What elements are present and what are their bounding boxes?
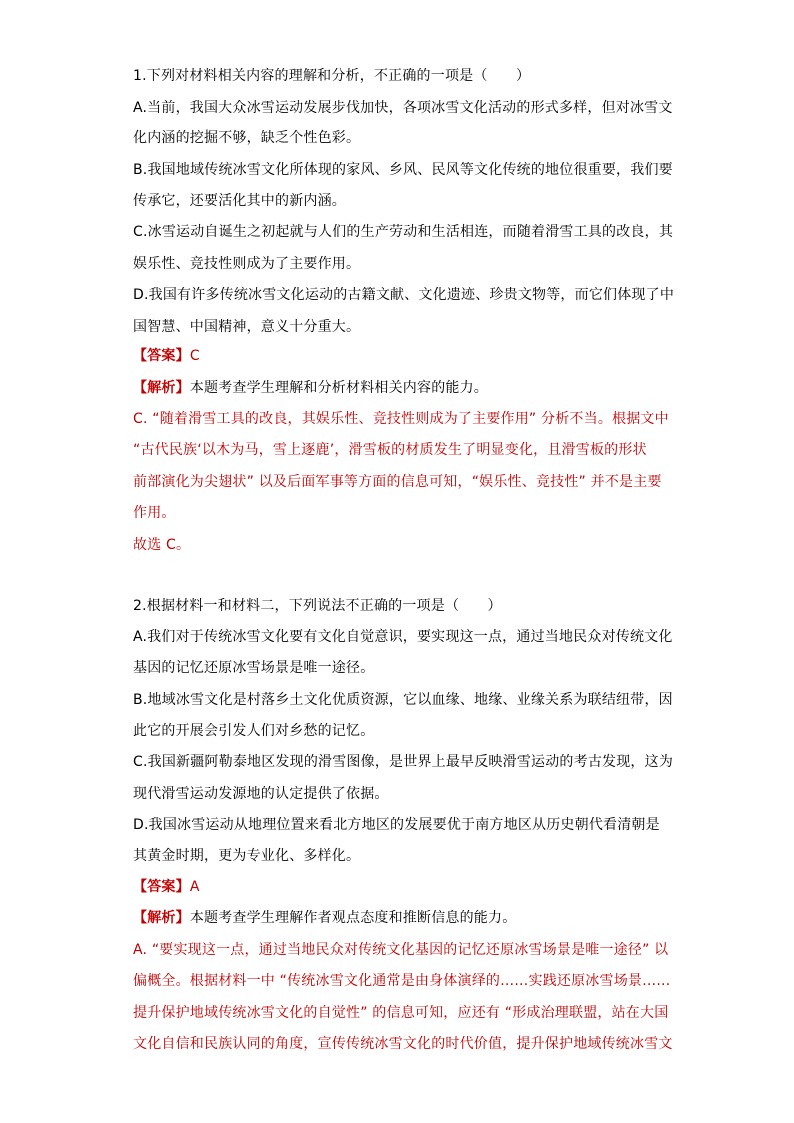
q1-analysis-line3: 前部演化为尖翅状” 以及后面军事等方面的信息可知，“娱乐性、竞技性” 并不是主要 [133, 474, 662, 490]
q1-option-b-line1: B.我国地域传统冰雪文化所体现的家风、乡风、民风等文化传统的地位很重要，我们要 [133, 162, 673, 178]
q1-analysis [133, 378, 663, 398]
q1-option-d-line2: 国智慧、中国精神，意义十分重大。 [133, 319, 361, 335]
q2-option-b-line2: 此它的开展会引发人们对乡愁的记忆。 [133, 723, 375, 739]
q2-analysis-line1: A. “要实现这一点，通过当地民众对传统文化基因的记忆还原冰雪场景是唯一途径” 以 [133, 942, 669, 958]
q1-analysis-line1: C. “随着滑雪工具的改良，其娱乐性、竞技性则成为了主要作用” 分析不当。根据文中 [133, 411, 669, 427]
analysis-label: 【解析】 [133, 910, 190, 926]
q2-option-b-line1: B.地域冰雪文化是村落乡土文化优质资源，它以血缘、地缘、业缘关系为联结纽带，因 [133, 692, 673, 708]
q1-option-a-line1: A.当前，我国大众冰雪运动发展步伐加快，各项冰雪文化活动的形式多样，但对冰雪文 [133, 100, 673, 116]
analysis-label: 【解析】 [133, 380, 190, 396]
q1-option-d-line1: D.我国有许多传统冰雪文化运动的古籍文献、文化遗迹、珍贵文物等，而它们体现了中 [133, 287, 675, 303]
q1-analysis-line2: “古代民族‘以木为马，雪上逐鹿’，滑雪板的材质发生了明显变化，且滑雪板的形状 [133, 442, 647, 458]
q1-option-b-line2: 传承它，还要活化其中的新内涵。 [133, 193, 346, 209]
q1-conclusion: 故选 C。 [133, 537, 191, 553]
question-1-stem: 1.下列对材料相关内容的理解和分析，不正确的一项是（ ） [133, 68, 531, 84]
q2-option-d-line2: 其黄金时期，更为专业化、多样化。 [133, 848, 361, 864]
q2-option-d-line1: D.我国冰雪运动从地理位置来看北方地区的发展要优于南方地区从历史朝代看清朝是 [133, 817, 660, 833]
q2-answer [133, 877, 663, 897]
q2-option-c-line2: 现代滑雪运动发源地的认定提供了依据。 [133, 786, 389, 802]
q2-analysis-line4: 文化自信和民族认同的角度，宣传传统冰雪文化的时代价值，提升保护地域传统冰雪文 [133, 1036, 673, 1052]
q2-analysis-line3: 提升保护地域传统冰雪文化的自觉性” 的信息可知，应还有 “形成治理联盟，站在大国 [133, 1005, 669, 1021]
answer-label: 【答案】 [133, 879, 190, 895]
q1-answer [133, 346, 663, 366]
answer-value: C [189, 348, 200, 364]
q1-option-a-line2: 化内涵的挖掘不够，缺乏个性色彩。 [133, 130, 361, 146]
answer-label: 【答案】 [133, 348, 190, 364]
q1-analysis-line4: 作用。 [133, 505, 176, 521]
q1-option-c-line1: C.冰雪运动自诞生之初起就与人们的生产劳动和生活相连，而随着滑雪工具的改良，其 [133, 224, 674, 240]
answer-value: A [189, 879, 200, 895]
q2-analysis [133, 908, 663, 928]
q2-option-c-line1: C.我国新疆阿勒泰地区发现的滑雪图像，是世界上最早反映滑雪运动的考古发现，这为 [133, 754, 674, 770]
q2-option-a-line1: A.我们对于传统冰雪文化要有文化自觉意识，要实现这一点，通过当地民众对传统文化 [133, 629, 673, 645]
analysis-intro: 本题考查学生理解和分析材料相关内容的能力。 [189, 380, 489, 396]
q1-option-c-line2: 娱乐性、竞技性则成为了主要作用。 [133, 256, 361, 272]
analysis-intro: 本题考查学生理解作者观点态度和推断信息的能力。 [189, 910, 517, 926]
q2-option-a-line2: 基因的记忆还原冰雪场景是唯一途径。 [133, 660, 375, 676]
question-2-stem: 2.根据材料一和材料二，下列说法不正确的一项是（ ） [133, 598, 502, 614]
q2-analysis-line2: 偏概全。根据材料一中 “传统冰雪文化通常是由身体演绎的……实践还原冰雪场景…… [133, 973, 671, 989]
